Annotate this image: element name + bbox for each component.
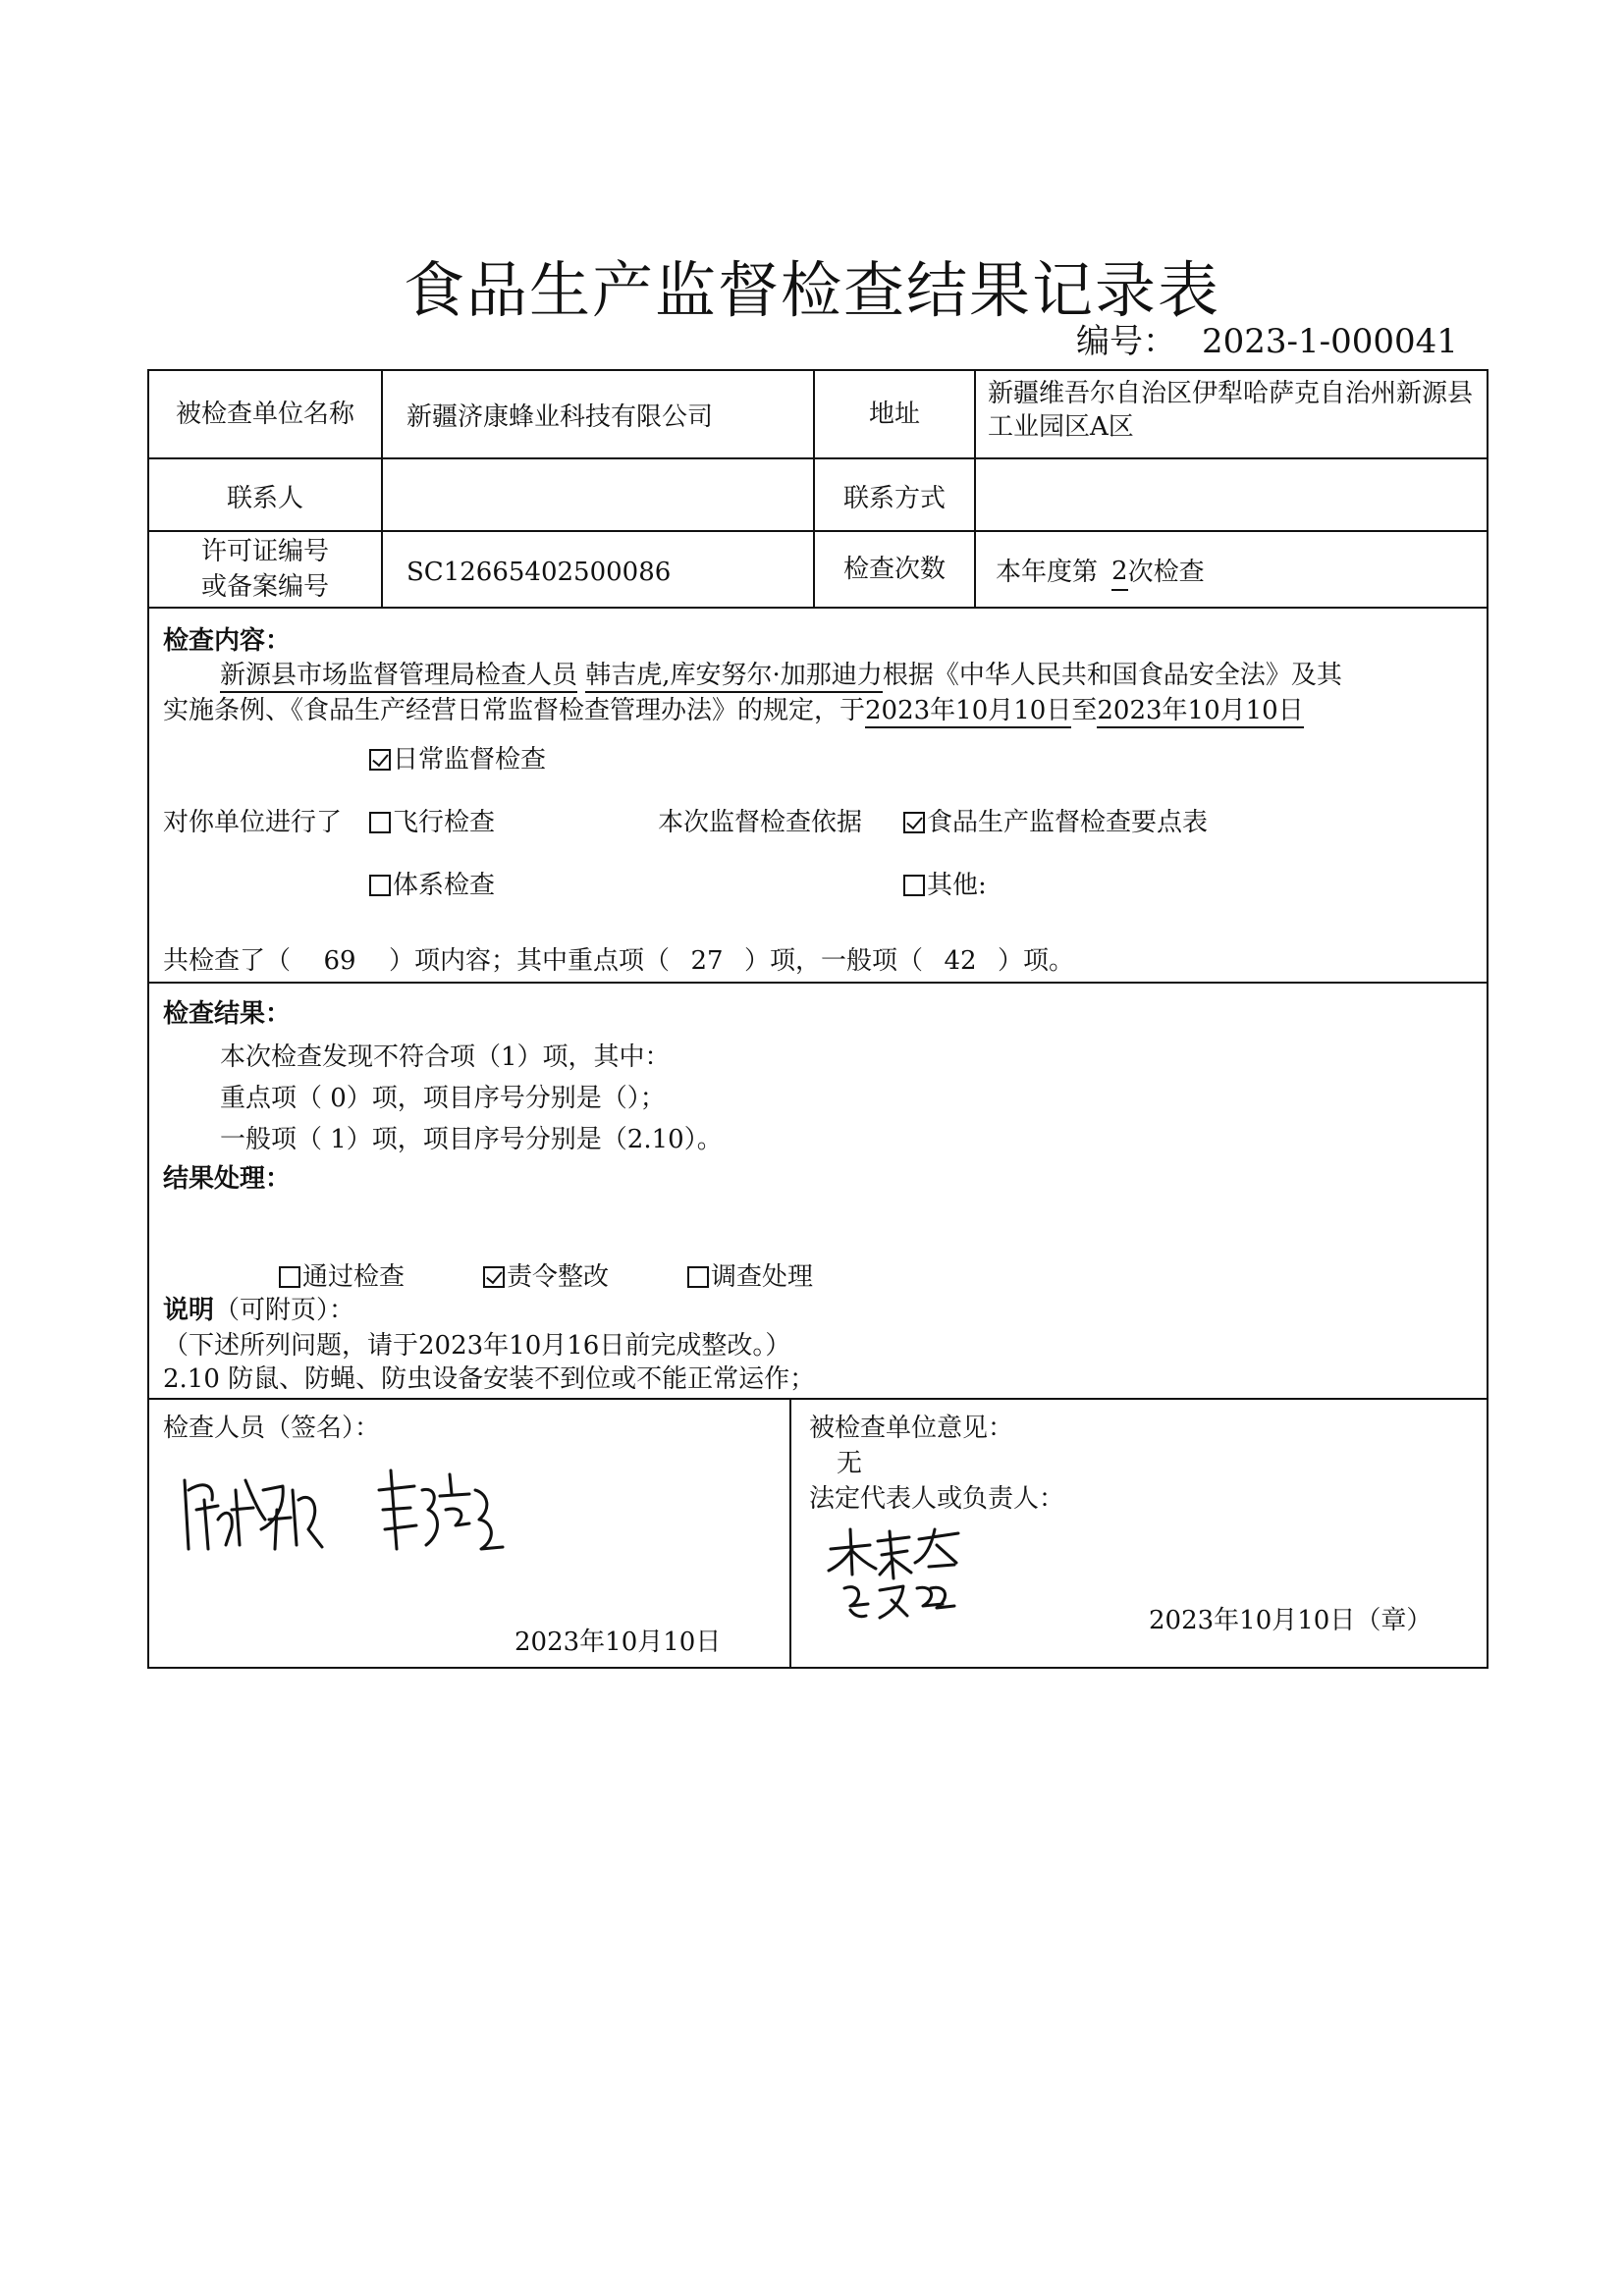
note-heading-suffix: （可附页）： <box>214 1296 355 1325</box>
date-to: 2023年10月10日 <box>1097 696 1303 728</box>
address-value: 新疆维吾尔自治区伊犁哈萨克自治州新源县工业园区A区 <box>988 379 1474 442</box>
col-divider <box>381 371 383 607</box>
handling-option-label: 调查处理 <box>711 1262 814 1292</box>
license-label-line-1: 许可证编号 <box>200 537 329 566</box>
unit-name-label: 被检查单位名称 <box>175 400 354 429</box>
basis-option-keypoints[interactable] <box>903 806 1208 839</box>
inspector-signature <box>175 1451 548 1569</box>
inspection-count-label: 检查次数 <box>842 555 946 584</box>
system-checkbox-icon[interactable] <box>369 875 391 896</box>
form-frame <box>147 369 1489 1669</box>
document-number-label: 编号： <box>1076 322 1176 361</box>
handling-heading: 结果处理： <box>163 1164 292 1194</box>
investigate-checkbox-icon[interactable] <box>687 1266 709 1288</box>
summary-line <box>163 944 1074 978</box>
row-divider <box>149 982 1487 984</box>
total-items: 69 <box>323 946 356 976</box>
inspection-count-number: 2 <box>1111 555 1128 591</box>
inspection-count-suffix: 次检查 <box>1127 558 1205 587</box>
note-line-2: 2.10 防鼠、防蝇、防虫设备安装不到位或不能正常运作； <box>163 1364 816 1394</box>
summary-text: ）项。 <box>998 946 1075 976</box>
inspector-date: 2023年10月10日 <box>514 1628 722 1657</box>
content-line-1 <box>220 659 1342 692</box>
date-to-word: 至 <box>1071 696 1098 725</box>
basis-text-2: 实施条例、《食品生产经营日常监督检查管理办法》的规定，于 <box>163 696 866 725</box>
contact-value <box>406 459 809 530</box>
date-from: 2023年10月10日 <box>865 696 1071 728</box>
note-line-1: （下述所列问题，请于2023年10月16日前完成整改。） <box>163 1331 791 1361</box>
row-divider <box>149 1398 1487 1400</box>
col-divider <box>789 1398 791 1669</box>
page-title: 食品生产监督检查结果记录表 <box>403 254 1220 326</box>
inspector-names: 韩吉虎,库安努尔·加那迪力 <box>585 661 883 693</box>
unit-opinion-value: 无 <box>837 1449 863 1478</box>
legal-rep-label: 法定代表人或负责人： <box>809 1484 1065 1514</box>
handling-option-pass[interactable] <box>279 1260 405 1294</box>
summary-text: ）项内容；其中重点项（ <box>389 946 671 976</box>
type-option-label: 日常监督检查 <box>393 745 547 774</box>
basis-text-1: 根据《中华人民共和国食品安全法》及其 <box>882 661 1342 690</box>
content-heading: 检查内容： <box>163 626 292 656</box>
col-divider <box>974 371 976 607</box>
address-label: 地址 <box>868 400 920 429</box>
row-divider <box>149 607 1487 609</box>
unit-name-value: 新疆济康蜂业科技有限公司 <box>406 402 714 432</box>
general-items: 42 <box>944 946 977 976</box>
handling-option-investigate[interactable] <box>687 1260 813 1294</box>
license-label <box>149 532 381 607</box>
flight-checkbox-icon[interactable] <box>369 812 391 833</box>
basis-option-label: 食品生产监督检查要点表 <box>927 808 1209 837</box>
performed-label: 对你单位进行了 <box>163 808 343 837</box>
note-heading-bold: 说明 <box>163 1296 215 1325</box>
contact-label: 联系人 <box>226 484 303 513</box>
result-line-3: 一般项（ 1）项，项目序号分别是（2.10）。 <box>220 1125 723 1154</box>
handling-option-rectify[interactable] <box>483 1260 609 1294</box>
result-line-2: 重点项（ 0）项，项目序号分别是（）； <box>220 1084 666 1113</box>
contact-method-value <box>988 459 1479 530</box>
inspector-signature-label: 检查人员（签名）： <box>163 1414 381 1443</box>
keypoints-checkbox-icon[interactable] <box>903 812 925 833</box>
unit-date: 2023年10月10日（章） <box>1149 1606 1433 1635</box>
license-value: SC12665402500086 <box>406 558 672 587</box>
basis-label: 本次监督检查依据 <box>658 808 863 837</box>
basis-option-label: 其他: <box>927 871 987 900</box>
summary-text: ）项，一般项（ <box>744 946 924 976</box>
content-line-2 <box>163 694 1304 727</box>
type-option-flight[interactable] <box>369 806 495 839</box>
unit-opinion-label: 被检查单位意见： <box>809 1414 1014 1443</box>
inspection-agency: 新源县市场监督管理局检查人员 <box>220 661 577 693</box>
other-checkbox-icon[interactable] <box>903 875 925 896</box>
document-number <box>1076 320 1458 363</box>
result-line-1: 本次检查发现不符合项（1）项，其中： <box>220 1042 671 1072</box>
rectify-checkbox-icon[interactable] <box>483 1266 505 1288</box>
type-option-label: 体系检查 <box>393 871 496 900</box>
basis-option-other[interactable] <box>903 869 987 902</box>
summary-text: 共检查了（ <box>163 946 292 976</box>
type-option-routine[interactable] <box>369 743 546 776</box>
routine-checkbox-icon[interactable] <box>369 749 391 771</box>
key-items: 27 <box>690 946 724 976</box>
note-heading <box>163 1294 354 1327</box>
document-number-value: 2023-1-000041 <box>1202 322 1458 361</box>
handling-option-label: 责令整改 <box>507 1262 610 1292</box>
handling-option-label: 通过检查 <box>302 1262 406 1292</box>
legal-rep-signature <box>821 1520 1017 1628</box>
inspection-count-prefix: 本年度第 <box>996 558 1099 587</box>
type-option-label: 飞行检查 <box>393 808 496 837</box>
pass-checkbox-icon[interactable] <box>279 1266 300 1288</box>
inspection-count-value <box>996 532 1477 607</box>
result-heading: 检查结果： <box>163 999 292 1029</box>
type-option-system[interactable] <box>369 869 495 902</box>
contact-method-label: 联系方式 <box>842 484 946 513</box>
license-label-line-2: 或备案编号 <box>200 572 329 602</box>
